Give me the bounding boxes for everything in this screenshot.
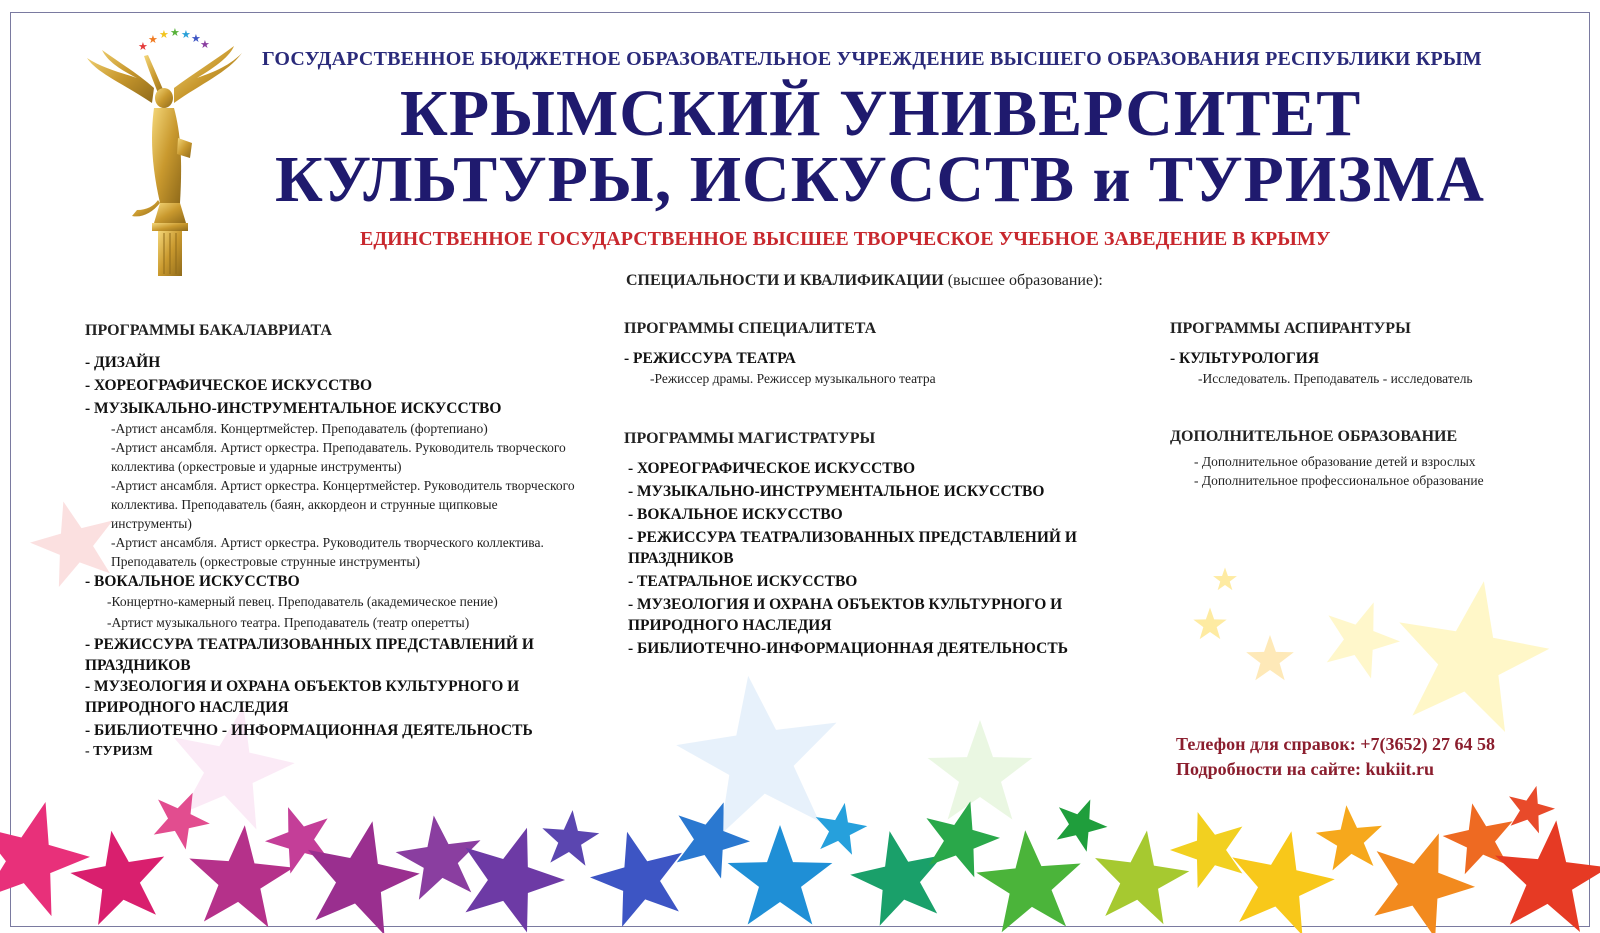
svg-text:★: ★ [191,32,201,45]
qualification-item: -Артист ансамбля. Артист оркестра. Преподаватель. Руководитель творческого коллектива (оркестровые и ударные инструменты) [111,440,566,474]
bachelor-item-music-instrumental: - МУЗЫКАЛЬНО-ИНСТРУМЕНТАЛЬНОЕ ИСКУССТВО [85,400,502,417]
bachelor-item-theatre-directing: - РЕЖИССУРА ТЕАТРАЛИЗОВАННЫХ ПРЕДСТАВЛЕНИЙ И ПРАЗДНИКОВ [85,636,534,674]
institution-type: ГОСУДАРСТВЕННОЕ БЮДЖЕТНОЕ ОБРАЗОВАТЕЛЬНОЕ УЧРЕЖДЕНИЕ ВЫСШЕГО ОБРАЗОВАНИЯ РЕСПУБЛИКИ КРЫМ [262,48,1482,70]
postgrad-qualification: -Исследователь. Преподаватель - исследователь [1198,371,1473,386]
additional-title: ДОПОЛНИТЕЛЬНОЕ ОБРАЗОВАНИЕ [1170,428,1458,445]
specialist-master-programs [624,320,1124,659]
specialties-heading-note: (высшее образование): [947,272,1103,289]
additional-item: - Дополнительное образование детей и взрослых [1194,454,1476,469]
master-item: - БИБЛИОТЕЧНО-ИНФОРМАЦИОННАЯ ДЕЯТЕЛЬНОСТЬ [628,640,1068,657]
master-items [624,458,1124,659]
svg-text:★: ★ [181,28,191,41]
bachelor-item-tourism: - ТУРИЗМ [85,744,153,759]
svg-text:★: ★ [148,33,158,46]
bachelor-item-design: - ДИЗАЙН [85,354,161,371]
svg-text:★: ★ [159,28,169,41]
master-item: - ХОРЕОГРАФИЧЕСКОЕ ИСКУССТВО [628,460,915,477]
postgrad-additional-programs [1170,320,1550,490]
additional-items [1170,452,1550,490]
bachelor-programs [85,322,580,762]
qualification-item: -Артист музыкального театра. Преподаватель (театр оперетты) [107,615,470,630]
specialist-title: ПРОГРАММЫ СПЕЦИАЛИТЕТА [624,320,877,337]
svg-text:★: ★ [170,28,180,39]
master-item: - МУЗЕОЛОГИЯ И ОХРАНА ОБЪЕКТОВ КУЛЬТУРНОГО И ПРИРОДНОГО НАСЛЕДИЯ [628,596,1063,634]
master-item: - ТЕАТРАЛЬНОЕ ИСКУССТВО [628,573,858,590]
qualification-item: -Концертно-камерный певец. Преподаватель (академическое пение) [107,594,498,609]
specialties-heading [626,272,1103,290]
specialties-heading-text: СПЕЦИАЛЬНОСТИ И КВАЛИФИКАЦИИ [626,272,944,289]
university-title-line1: КРЫМСКИЙ УНИВЕРСИТЕТ [400,77,1362,150]
specialist-item-theatre: - РЕЖИССУРА ТЕАТРА [624,350,796,367]
contacts [1176,732,1495,782]
additional-item: - Дополнительное профессиональное образование [1194,473,1484,488]
bachelor-title: ПРОГРАММЫ БАКАЛАВРИАТА [85,322,332,339]
master-item: - ВОКАЛЬНОЕ ИСКУССТВО [628,506,843,523]
bachelor-item-library: - БИБЛИОТЕЧНО - ИНФОРМАЦИОННАЯ ДЕЯТЕЛЬНОСТЬ [85,722,533,739]
master-title: ПРОГРАММЫ МАГИСТРАТУРЫ [624,430,876,447]
university-title-line2: КУЛЬТУРЫ, ИСКУССТВ и ТУРИЗМА [275,143,1485,216]
vocal-qualifications [85,592,580,632]
postgrad-title: ПРОГРАММЫ АСПИРАНТУРЫ [1170,320,1411,337]
bachelor-item-museology: - МУЗЕОЛОГИЯ И ОХРАНА ОБЪЕКТОВ КУЛЬТУРНОГО И ПРИРОДНОГО НАСЛЕДИЯ [85,678,520,716]
university-subtitle: ЕДИНСТВЕННОЕ ГОСУДАРСТВЕННОЕ ВЫСШЕЕ ТВОРЧЕСКОЕ УЧЕБНОЕ ЗАВЕДЕНИЕ В КРЫМУ [360,228,1331,250]
postgrad-item-culturology: - КУЛЬТУРОЛОГИЯ [1170,350,1320,367]
master-item: - МУЗЫКАЛЬНО-ИНСТРУМЕНТАЛЬНОЕ ИСКУССТВО [628,483,1045,500]
qualification-item: -Артист ансамбля. Концертмейстер. Преподаватель (фортепиано) [111,421,488,436]
bachelor-item-vocal: - ВОКАЛЬНОЕ ИСКУССТВО [85,573,300,590]
specialist-qualification: -Режиссер драмы. Режиссер музыкального театра [650,371,936,386]
master-item: - РЕЖИССУРА ТЕАТРАЛИЗОВАННЫХ ПРЕДСТАВЛЕНИЙ И ПРАЗДНИКОВ [628,529,1077,567]
angel-statue-logo [82,28,252,278]
contact-phone: Телефон для справок: +7(3652) 27 64 58 [1176,734,1495,754]
music-qualifications [85,419,580,571]
bachelor-item-choreography: - ХОРЕОГРАФИЧЕСКОЕ ИСКУССТВО [85,377,372,394]
qualification-item: -Артист ансамбля. Артист оркестра. Руководитель творческого коллектива. Преподаватель (оркестровые струнные инструменты) [111,535,544,569]
svg-text:★: ★ [200,38,210,51]
qualification-item: -Артист ансамбля. Артист оркестра. Концертмейстер. Руководитель творческого коллектива. Преподаватель (баян, аккордеон и струнные щипковые инструменты) [111,478,575,531]
contact-website: Подробности на сайте: kukiit.ru [1176,759,1434,779]
svg-text:★: ★ [138,40,148,53]
